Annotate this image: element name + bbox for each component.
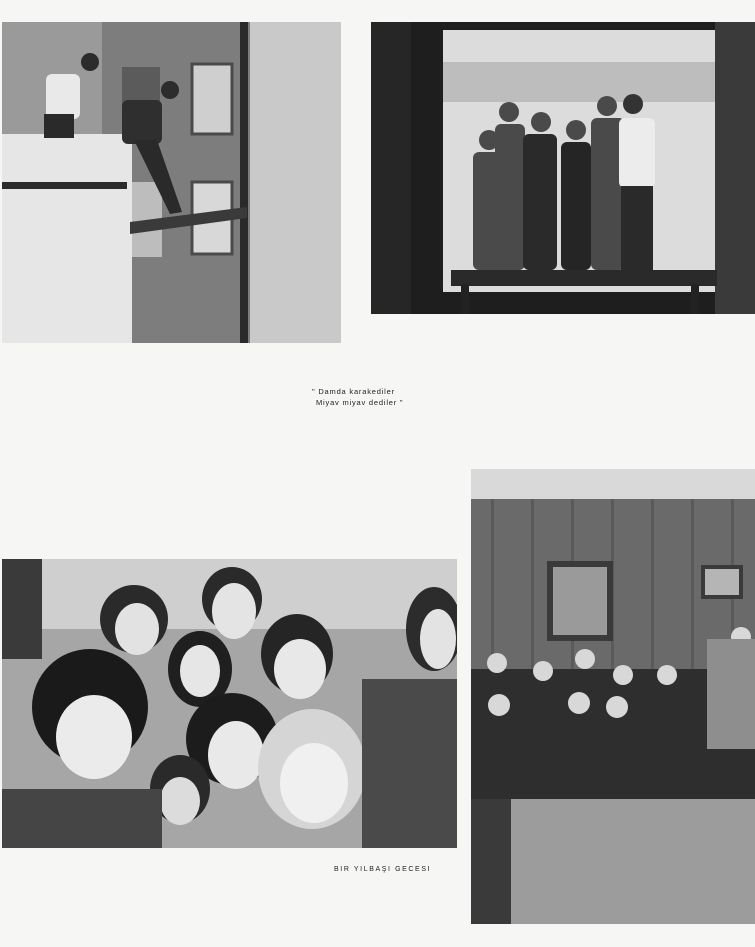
caption-newyear: BIR YILBAŞI GECESI: [334, 866, 432, 873]
photo-rooftop: [2, 22, 341, 343]
caption-rooftop-line2: Miyav miyav dediler ": [316, 398, 404, 407]
caption-rooftop-line1: " Damda karakediler: [312, 387, 395, 396]
caption-rooftop: [312, 386, 403, 408]
photo-group-portrait: [2, 559, 457, 848]
photo-room: [471, 469, 755, 924]
photo-stage: [371, 22, 755, 314]
